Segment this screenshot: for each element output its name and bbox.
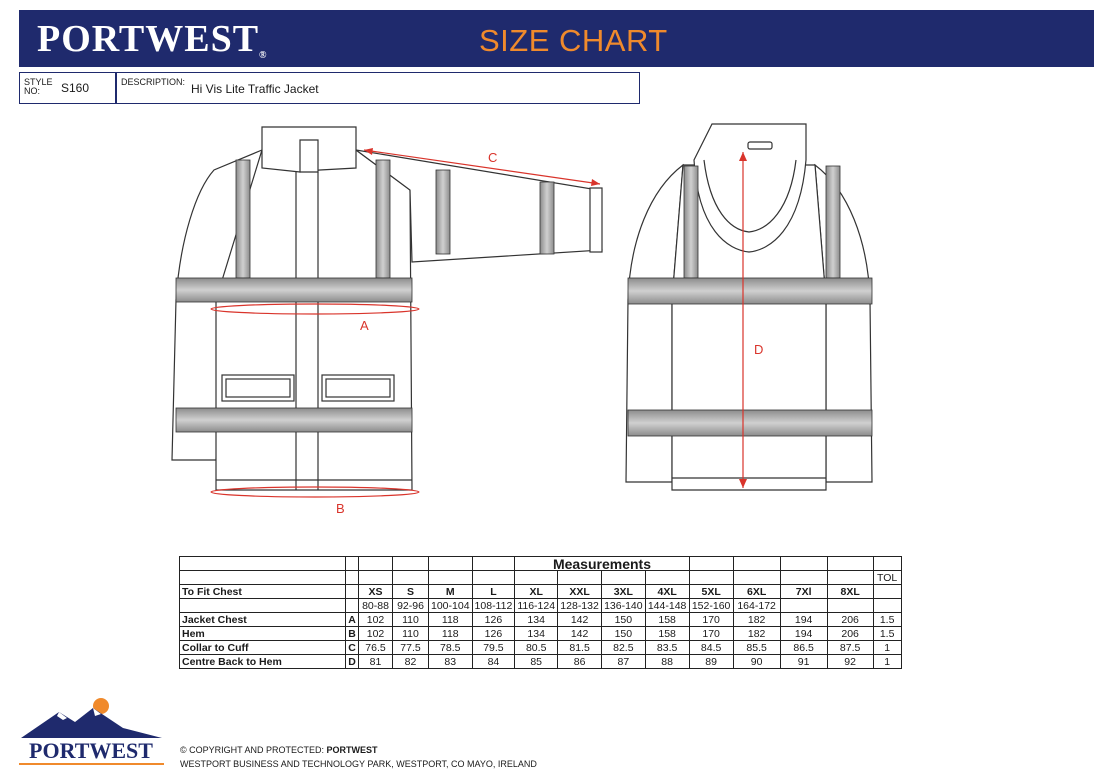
tol-header: TOL <box>873 571 901 585</box>
measure-value: 84 <box>472 655 515 669</box>
empty-cell <box>359 571 393 585</box>
measure-value: 85.5 <box>733 641 780 655</box>
measure-value: 77.5 <box>393 641 429 655</box>
address-line: WESTPORT BUSINESS AND TECHNOLOGY PARK, WESTPORT, CO MAYO, IRELAND <box>180 759 537 769</box>
empty-cell <box>873 557 901 571</box>
measure-value: 134 <box>515 627 558 641</box>
description-label: DESCRIPTION: <box>121 77 186 87</box>
table-row <box>180 627 902 641</box>
empty-cell <box>827 571 873 585</box>
size-header: XS <box>359 585 393 599</box>
measure-value: 194 <box>780 613 827 627</box>
empty-cell <box>472 571 515 585</box>
measure-label: Collar to Cuff <box>180 641 346 655</box>
label-d: D <box>754 342 764 357</box>
measure-value: 158 <box>645 627 689 641</box>
size-header: 4XL <box>645 585 689 599</box>
mountain-icon <box>21 708 162 738</box>
description-value: Hi Vis Lite Traffic Jacket <box>191 82 319 96</box>
size-header: 6XL <box>733 585 780 599</box>
empty-cell <box>873 599 901 613</box>
size-header: L <box>472 585 515 599</box>
chest-range: 144-148 <box>645 599 689 613</box>
empty-cell <box>827 557 873 571</box>
size-header: 5XL <box>689 585 733 599</box>
footer-logo-text: PORTWEST <box>29 738 153 763</box>
empty-cell <box>780 571 827 585</box>
measure-value: 150 <box>602 613 646 627</box>
empty-cell <box>602 571 646 585</box>
page-title: SIZE CHART <box>479 23 668 58</box>
tolerance-value: 1 <box>873 641 901 655</box>
measure-value: 76.5 <box>359 641 393 655</box>
measure-value: 81.5 <box>558 641 602 655</box>
measure-value: 182 <box>733 627 780 641</box>
measure-value: 88 <box>645 655 689 669</box>
empty-cell <box>346 585 359 599</box>
measure-value: 194 <box>780 627 827 641</box>
empty-cell <box>359 557 393 571</box>
size-header: S <box>393 585 429 599</box>
fit-label: To Fit Chest <box>180 585 346 599</box>
measure-value: 86.5 <box>780 641 827 655</box>
measure-value: 87 <box>602 655 646 669</box>
measure-label: Centre Back to Hem <box>180 655 346 669</box>
measure-value: 206 <box>827 627 873 641</box>
size-header: 3XL <box>602 585 646 599</box>
size-header: M <box>429 585 473 599</box>
empty-cell <box>689 571 733 585</box>
tolerance-value: 1 <box>873 655 901 669</box>
measure-value: 89 <box>689 655 733 669</box>
measure-value: 84.5 <box>689 641 733 655</box>
empty-cell <box>393 557 429 571</box>
table-title-row <box>180 557 902 571</box>
empty-cell <box>733 557 780 571</box>
chest-range: 152-160 <box>689 599 733 613</box>
measure-value: 79.5 <box>472 641 515 655</box>
empty-cell <box>515 571 558 585</box>
empty-cell <box>429 557 473 571</box>
chest-range: 100-104 <box>429 599 473 613</box>
measure-label: Jacket Chest <box>180 613 346 627</box>
table-row <box>180 641 902 655</box>
label-b: B <box>336 501 345 516</box>
measure-code: D <box>346 655 359 669</box>
label-c: C <box>488 150 498 165</box>
empty-cell <box>780 557 827 571</box>
measure-value: 83 <box>429 655 473 669</box>
measure-value: 126 <box>472 613 515 627</box>
measure-value: 85 <box>515 655 558 669</box>
empty-cell <box>346 571 359 585</box>
empty-cell <box>180 599 346 613</box>
tolerance-value: 1.5 <box>873 627 901 641</box>
measure-value: 118 <box>429 627 473 641</box>
empty-cell <box>180 571 346 585</box>
empty-cell <box>346 599 359 613</box>
measure-value: 86 <box>558 655 602 669</box>
copyright-line: © COPYRIGHT AND PROTECTED: PORTWEST <box>180 745 378 755</box>
measure-value: 91 <box>780 655 827 669</box>
size-header: 8XL <box>827 585 873 599</box>
size-header: 7Xl <box>780 585 827 599</box>
measure-code: C <box>346 641 359 655</box>
empty-cell <box>689 557 733 571</box>
measure-value: 87.5 <box>827 641 873 655</box>
measure-value: 142 <box>558 627 602 641</box>
measurements-table <box>179 556 902 669</box>
empty-cell <box>733 571 780 585</box>
empty-cell <box>645 571 689 585</box>
empty-cell <box>346 557 359 571</box>
measure-code: A <box>346 613 359 627</box>
measure-value: 78.5 <box>429 641 473 655</box>
chest-range: 128-132 <box>558 599 602 613</box>
chest-range: 80-88 <box>359 599 393 613</box>
tolerance-value: 1.5 <box>873 613 901 627</box>
table-size-row <box>180 585 902 599</box>
measure-value: 118 <box>429 613 473 627</box>
table-row <box>180 613 902 627</box>
style-label: STYLE NO: <box>24 77 53 96</box>
chest-range <box>780 599 827 613</box>
measure-value: 142 <box>558 613 602 627</box>
measure-value: 82 <box>393 655 429 669</box>
label-a: A <box>360 318 369 333</box>
chest-range: 108-112 <box>472 599 515 613</box>
empty-cell <box>873 585 901 599</box>
measure-value: 134 <box>515 613 558 627</box>
measure-code: B <box>346 627 359 641</box>
style-number: S160 <box>61 81 90 95</box>
table-tol-row <box>180 571 902 585</box>
measure-value: 158 <box>645 613 689 627</box>
measure-value: 150 <box>602 627 646 641</box>
empty-cell <box>180 557 346 571</box>
measure-value: 170 <box>689 613 733 627</box>
table-title: Measurements <box>515 557 689 571</box>
measure-value: 126 <box>472 627 515 641</box>
measure-label: Hem <box>180 627 346 641</box>
measure-value: 92 <box>827 655 873 669</box>
empty-cell <box>429 571 473 585</box>
measure-value: 182 <box>733 613 780 627</box>
empty-cell <box>472 557 515 571</box>
size-header: XXL <box>558 585 602 599</box>
measure-value: 110 <box>393 613 429 627</box>
brand-logo-text: PORTWEST® <box>37 18 268 61</box>
table-row <box>180 655 902 669</box>
measure-value: 83.5 <box>645 641 689 655</box>
measure-value: 82.5 <box>602 641 646 655</box>
measure-value: 170 <box>689 627 733 641</box>
chest-range: 92-96 <box>393 599 429 613</box>
measure-value: 90 <box>733 655 780 669</box>
measure-value: 80.5 <box>515 641 558 655</box>
table-chest-range-row <box>180 599 902 613</box>
measure-value: 81 <box>359 655 393 669</box>
measure-value: 102 <box>359 627 393 641</box>
measure-value: 206 <box>827 613 873 627</box>
measure-value: 102 <box>359 613 393 627</box>
empty-cell <box>393 571 429 585</box>
chest-range: 116-124 <box>515 599 558 613</box>
chest-range: 136-140 <box>602 599 646 613</box>
chest-range <box>827 599 873 613</box>
size-header: XL <box>515 585 558 599</box>
measure-value: 110 <box>393 627 429 641</box>
empty-cell <box>558 571 602 585</box>
footer-portwest-logo <box>19 690 164 770</box>
chest-range: 164-172 <box>733 599 780 613</box>
